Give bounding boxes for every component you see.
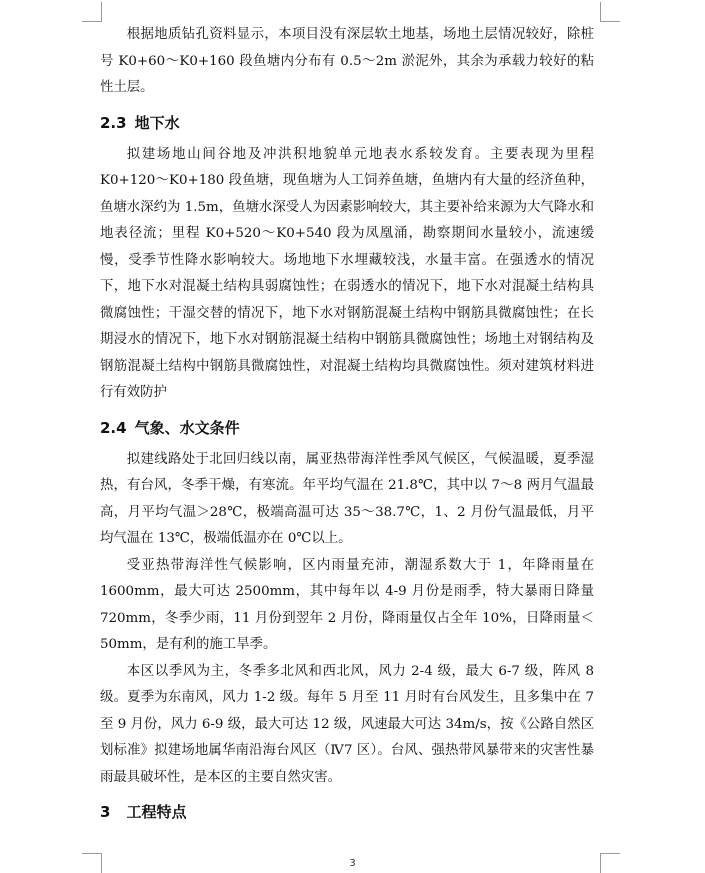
chapter-heading-engineering	[100, 797, 594, 827]
paragraph-climate: 拟建线路处于北回归线以南，属亚热带海洋性季风气候区，气候温暖，夏季湿热，有台风，冬季干燥，有寒流。年平均气温在 21.8℃，其中以 7～8 两月气温最高，月平均气温＞28℃，极端高温可达 35～38.7℃，1、2 月份气温最低，月平均气温在 13℃，极端低温亦在 0℃以上。	[100, 451, 594, 546]
section-title: 气象、水文条件	[134, 418, 240, 437]
page-number: 3	[349, 858, 356, 869]
section-heading-climate	[100, 413, 594, 443]
section-title: 地下水	[134, 113, 180, 132]
chapter-number: 3	[100, 803, 111, 821]
section-heading-groundwater	[100, 108, 594, 138]
paragraph-wind: 本区以季风为主，冬季多北风和西北风，风力 2-4 级，最大 6-7 级，阵风 8 级。夏季为东南风，风力 1-2 级。每年 5 月至 11 月时有台风发生，且多集中在 7 至 9 月份，风力 6-9 级，最大可达 12 级，风速最大可达 34m/s，按《公路自然区划标准》拟建场地属华南沿海台风区（Ⅳ7 区）。台风、强热带风暴带来的灾害性暴雨最具破坏性，是本区的主要自然灾害。	[100, 663, 594, 785]
document-body	[100, 22, 594, 831]
chapter-title: 工程特点	[126, 803, 187, 821]
paragraph-soil: 根据地质钻孔资料显示，本项目没有深层软土地基，场地土层情况较好，除桩号 K0+60～K0+160 段鱼塘内分布有 0.5～2m 淤泥外，其余为承载力较好的粘性土层。	[100, 27, 594, 95]
paragraph-groundwater: 拟建场地山间谷地及冲洪积地貌单元地表水系较发育。主要表现为里程 K0+120～K0+180 段鱼塘，现鱼塘为人工饲养鱼塘，鱼塘内有大量的经济鱼种，鱼塘水深约为 1.5m，鱼塘水深受人为因素影响较大，其主要补给来源为大气降水和地表径流；里程 K0+520～K0+540 段为凤凰涌，勘察期间水量较小，流速缓慢，受季节性降水影响较大。场地地下水埋藏较浅，水量丰富。在强透水的情况下，地下水对混凝土结构具弱腐蚀性；在弱透水的情况下，地下水对混凝土结构具微腐蚀性；干湿交替的情况下，地下水对钢筋混凝土结构中钢筋具微腐蚀性；在长期浸水的情况下，地下水对钢筋混凝土结构中钢筋具微腐蚀性；场地土对钢结构及钢筋混凝土结构中钢筋具微腐蚀性，对混凝土结构均具微腐蚀性。须对建筑材料进行有效防护	[100, 146, 594, 400]
section-number: 2.4	[100, 418, 127, 437]
section-number: 2.3	[100, 113, 127, 132]
paragraph-rainfall: 受亚热带海洋性气候影响，区内雨量充沛，潮湿系数大于 1，年降雨量在 1600mm，最大可达 2500mm，其中每年以 4-9 月份是雨季，特大暴雨日降量 720mm，冬季少雨，11 月份到翌年 2 月份，降雨量仅占全年 10%，日降雨量＜50mm，是有利的施工旱季。	[100, 557, 594, 652]
